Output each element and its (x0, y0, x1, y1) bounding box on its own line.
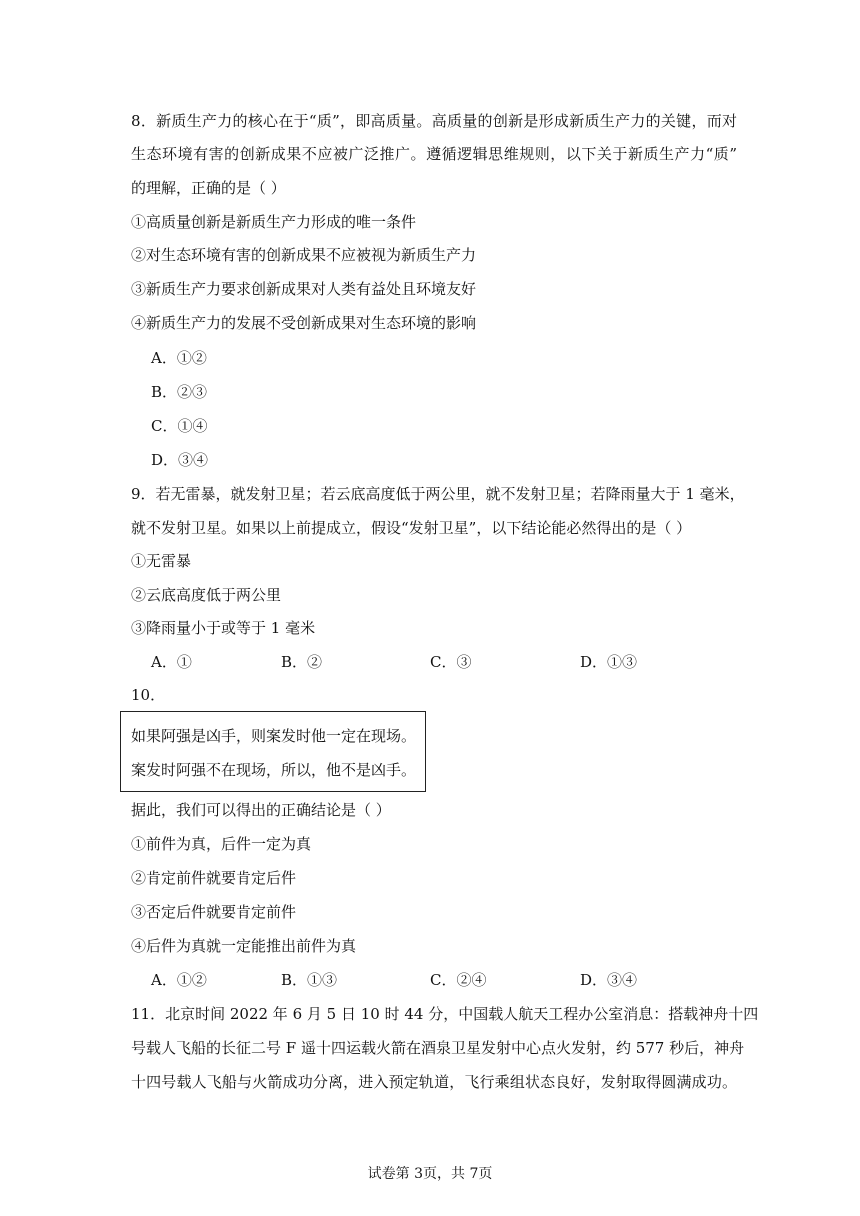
q10-option-c[interactable]: C．②④ (430, 971, 487, 989)
q10-option-d[interactable]: D．③④ (580, 971, 638, 989)
q8-stem-line-1: 8．新质生产力的核心在于“质”，即高质量。高质量的创新是形成新质生产力的关键，而对 (131, 112, 737, 130)
q8-stem-line-3: 的理解，正确的是（ ） (131, 179, 286, 197)
q11-stem-line-1: 11．北京时间 2022 年 6 月 5 日 10 时 44 分，中国载人航天工程办公室消息：搭载神舟十四 (131, 1005, 759, 1023)
q8-statement-4: ④新质生产力的发展不受创新成果对生态环境的影响 (131, 314, 477, 332)
page-footer: 试卷第 3页，共 7页 (367, 1166, 493, 1182)
q8-option-b[interactable]: B．②③ (151, 383, 208, 401)
q8-stem-line-2: 生态环境有害的创新成果不应被广泛推广。遵循逻辑思维规则，以下关于新质生产力“质” (131, 145, 737, 163)
q10-option-b[interactable]: B．①③ (281, 971, 338, 989)
q9-statement-3: ③降雨量小于或等于 1 毫米 (131, 619, 316, 637)
q9-option-a[interactable]: A．① (151, 653, 192, 671)
q10-option-a[interactable]: A．①② (151, 971, 207, 989)
q10-stem: 据此，我们可以得出的正确结论是（ ） (131, 801, 391, 819)
q8-statement-3: ③新质生产力要求创新成果对人类有益处且环境友好 (131, 280, 477, 298)
q9-option-d[interactable]: D．①③ (580, 653, 638, 671)
q10-number: 10． (131, 686, 166, 704)
q10-statement-2: ②肯定前件就要肯定后件 (131, 869, 297, 887)
q9-option-c[interactable]: C．③ (430, 653, 472, 671)
q10-box-line-1: 如果阿强是凶手，则案发时他一定在现场。 (131, 727, 417, 745)
q8-option-c[interactable]: C．①④ (151, 417, 208, 435)
q10-box-line-2: 案发时阿强不在现场，所以，他不是凶手。 (131, 761, 417, 779)
q9-option-b[interactable]: B．② (281, 653, 323, 671)
q9-stem-line-2: 就不发射卫星。如果以上前提成立，假设“发射卫星”，以下结论能必然得出的是（ ） (131, 519, 692, 537)
q10-statement-1: ①前件为真，后件一定为真 (131, 835, 312, 853)
q8-statement-1: ①高质量创新是新质生产力形成的唯一条件 (131, 213, 417, 231)
q9-statement-1: ①无雷暴 (131, 552, 192, 570)
q11-stem-line-2: 号载人飞船的长征二号 F 遥十四运载火箭在酒泉卫星发射中心点火发射，约 577 秒后，神舟 (131, 1039, 745, 1057)
q11-stem-line-3: 十四号载人飞船与火箭成功分离，进入预定轨道，飞行乘组状态良好，发射取得圆满成功。 (131, 1073, 737, 1091)
q9-stem-line-1: 9．若无雷暴，就发射卫星；若云底高度低于两公里，就不发射卫星；若降雨量大于 1 毫米， (131, 485, 745, 503)
q9-statement-2: ②云底高度低于两公里 (131, 586, 282, 604)
q8-statement-2: ②对生态环境有害的创新成果不应被视为新质生产力 (131, 246, 477, 264)
q8-option-d[interactable]: D．③④ (151, 451, 209, 469)
q10-statement-3: ③否定后件就要肯定前件 (131, 903, 297, 921)
q10-statement-4: ④后件为真就一定能推出前件为真 (131, 937, 357, 955)
q8-option-a[interactable]: A．①② (151, 349, 207, 367)
